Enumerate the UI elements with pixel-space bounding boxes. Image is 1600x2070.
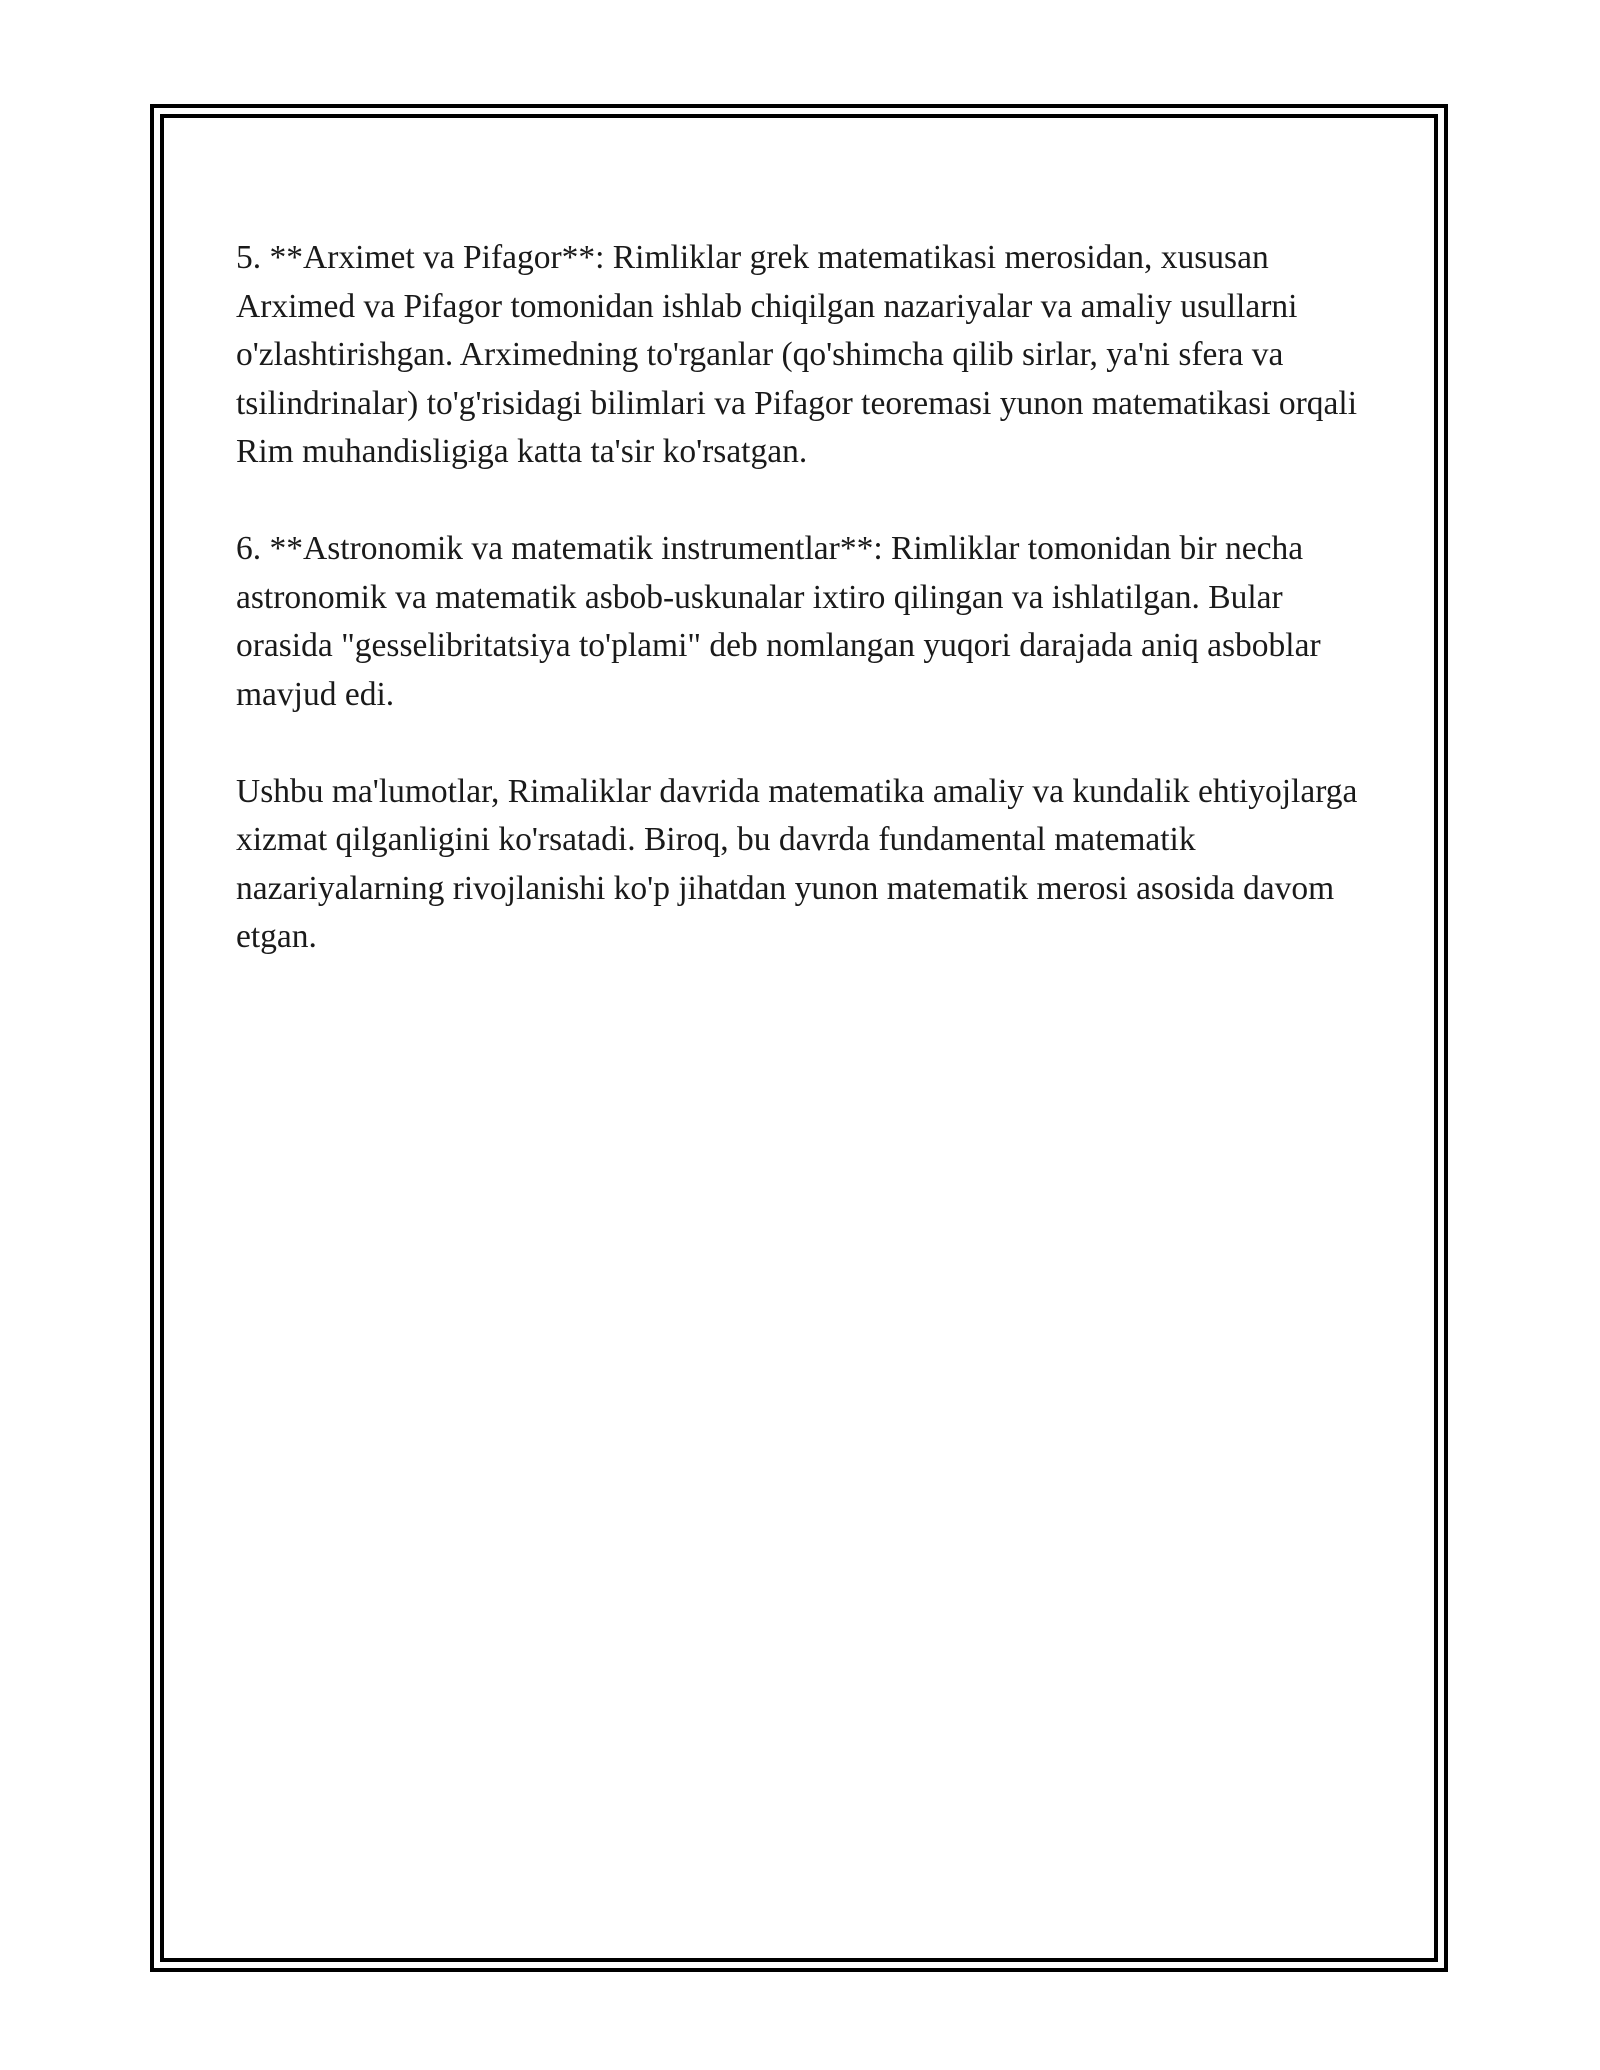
- paragraph-item-6: 6. **Astronomik va matematik instrumentlar**: Rimliklar tomonidan bir necha astronomik va matematik asbob-uskunalar ixtiro qilingan va ishlatilgan. Bular orasida "gesselibritatsiya to'plami" deb nomlangan yuqori darajada aniq asboblar mavjud edi.: [236, 530, 1321, 713]
- document-body: [236, 234, 1384, 1010]
- paragraph-conclusion: Ushbu ma'lumotlar, Rimaliklar davrida matematika amaliy va kundalik ehtiyojlarga xizmat qilganligini ko'rsatadi. Biroq, bu davrda fundamental matematik nazariyalarning rivojlanishi ko'p jihatdan yunon matematik merosi asosida davom etgan.: [236, 772, 1358, 955]
- paragraph-item-5: 5. **Arximet va Pifagor**: Rimliklar grek matematikasi merosidan, xususan Arximed va Pifagor tomonidan ishlab chiqilgan nazariyalar va amaliy usullarni o'zlashtirishgan. Arximedning to'rganlar (qo'shimcha qilib sirlar, ya'ni sfera va tsilindrinalar) to'g'risidagi bilimlari va Pifagor teoremasi yunon matematikasi orqali Rim muhandisligiga katta ta'sir ko'rsatgan.: [236, 239, 1358, 470]
